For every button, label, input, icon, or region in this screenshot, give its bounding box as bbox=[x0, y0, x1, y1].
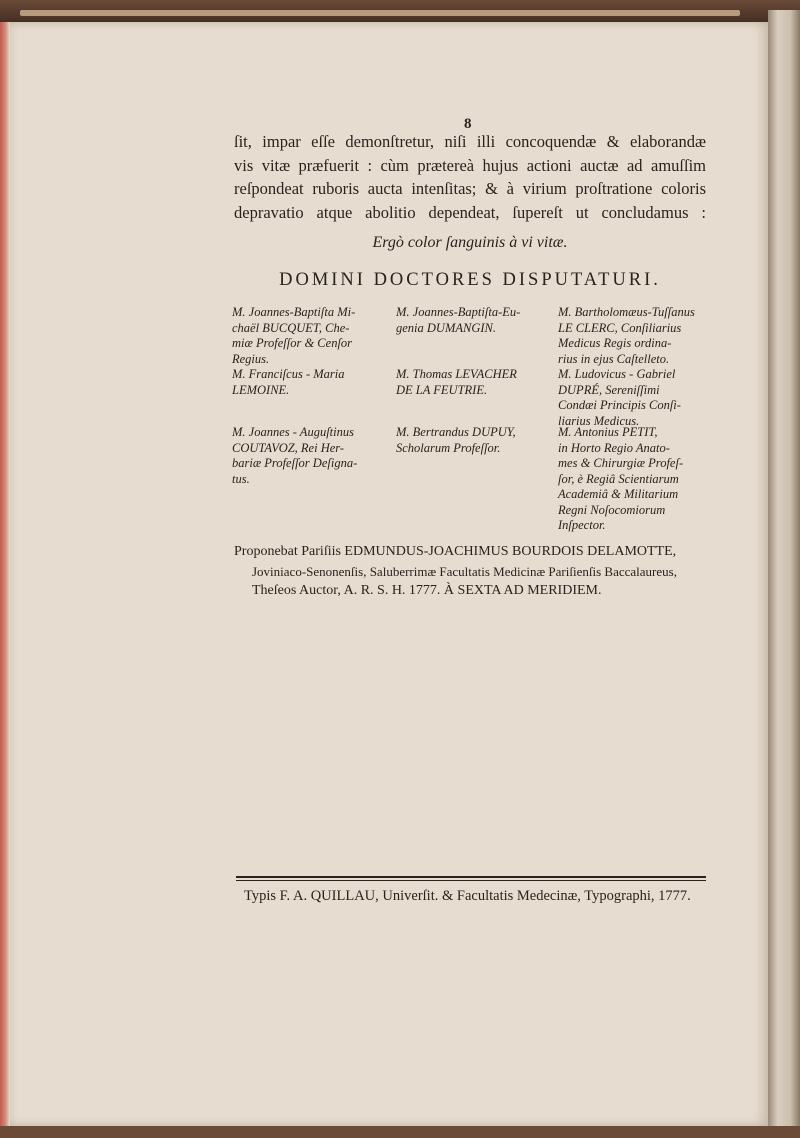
entry-line: M. Bertrandus DUPUY, bbox=[396, 425, 516, 439]
entry-line: M. Antonius PETIT, bbox=[558, 425, 658, 439]
entry-line: ſor, è Regiâ Scientiarum bbox=[558, 471, 679, 486]
entry-line: Medicus Regis ordina- bbox=[558, 336, 672, 350]
entry-line: chaël BUCQUET, Che- bbox=[232, 320, 350, 335]
entry-line: M. Franciſcus - Maria bbox=[232, 367, 345, 381]
doctor-entry bbox=[396, 305, 548, 367]
entry-line: DE LA FEUTRIE. bbox=[396, 382, 488, 397]
entry-line: bariæ Profeſſor Deſigna- bbox=[232, 456, 358, 470]
entry-line: M. Joannes-Baptiſta-Eu- bbox=[396, 305, 521, 319]
doctors-column-3 bbox=[558, 305, 708, 534]
proponebat-line: Theſeos Auctor, A. R. S. H. 1777. À SEXTA AD MERIDIEM. bbox=[252, 583, 602, 598]
entry-line: rius in ejus Caſtelleto. bbox=[558, 351, 670, 366]
entry-line: liarius Medicus. bbox=[558, 413, 640, 428]
paragraph-line: reſpondeat ruboris aucta intenſitas; & à virium proſtratione coloris bbox=[234, 179, 706, 198]
page-left-edge bbox=[0, 22, 10, 1126]
page-number: 8 bbox=[464, 116, 472, 132]
entry-line: Regni Noſocomiorum bbox=[558, 502, 666, 517]
entry-line: Scholarum Profeſſor. bbox=[396, 440, 501, 455]
entry-line: Condæi Principis Conſi- bbox=[558, 398, 681, 412]
entry-line: M. Thomas LEVACHER bbox=[396, 367, 517, 381]
proponebat-block bbox=[234, 542, 706, 601]
entry-line: LEMOINE. bbox=[232, 382, 290, 397]
entry-line: M. Bartholomæus-Tuſſanus bbox=[558, 305, 695, 319]
body-paragraph bbox=[234, 130, 706, 224]
entry-line: Inſpector. bbox=[558, 518, 606, 532]
doctor-entry bbox=[558, 305, 708, 367]
thesis-statement: Ergò color ſanguinis à vi vitæ. bbox=[372, 234, 568, 251]
proponebat-line: Joviniaco-Senonenſis, Saluberrimæ Facultatis Medicinæ Pariſienſis Baccalaureus, bbox=[252, 563, 677, 579]
entry-line: M. Joannes - Auguſtinus bbox=[232, 425, 354, 439]
doctors-column-2 bbox=[396, 305, 548, 456]
doctor-entry bbox=[558, 425, 708, 534]
footer-rule-thin bbox=[236, 880, 706, 881]
paragraph-line: depravatio atque abolitio dependeat, ſupereſt ut concludamus : bbox=[234, 202, 706, 222]
entry-line: mes & Chirurgiæ Profeſ- bbox=[558, 456, 684, 470]
doctor-entry bbox=[558, 367, 708, 428]
entry-line: miæ Profeſſor & Cenſor bbox=[232, 336, 353, 350]
doctor-entry bbox=[232, 305, 382, 367]
printer-imprint: Typis F. A. QUILLAU, Univerſit. & Facultatis Medecinæ, Typographi, 1777. bbox=[244, 888, 691, 904]
entry-line: M. Joannes-Baptiſta Mi- bbox=[232, 305, 356, 319]
paragraph-line: vis vitæ præfuerit : cùm prætereà hujus actioni auctæ ad amuſſim bbox=[234, 155, 706, 175]
footer-rule-thick bbox=[236, 876, 706, 878]
doctor-entry bbox=[396, 425, 548, 456]
entry-line: M. Ludovicus - Gabriel bbox=[558, 367, 676, 381]
book-bottom-edge bbox=[0, 1126, 800, 1138]
entry-line: in Horto Regio Anato- bbox=[558, 440, 670, 455]
doctors-column-1 bbox=[232, 305, 382, 487]
top-edge-rule bbox=[20, 10, 740, 16]
doctor-entry bbox=[396, 367, 548, 425]
section-heading: DOMINI DOCTORES DISPUTATURI. bbox=[279, 270, 661, 290]
entry-line: Academiâ & Militarium bbox=[558, 487, 679, 501]
entry-line: genia DUMANGIN. bbox=[396, 320, 496, 335]
doctor-entry bbox=[232, 425, 382, 487]
proponebat-line: Proponebat Pariſiis EDMUNDUS-JOACHIMUS BOURDOIS DELAMOTTE, bbox=[234, 544, 677, 559]
paragraph-line: ſit, impar eſſe demonſtretur, niſi illi concoquendæ & elaborandæ bbox=[234, 132, 706, 151]
entry-line: Regius. bbox=[232, 351, 270, 366]
entry-line: DUPRÉ, Sereniſſimi bbox=[558, 382, 660, 397]
entry-line: COUTAVOZ, Rei Her- bbox=[232, 440, 345, 455]
next-page-edge bbox=[768, 10, 800, 1138]
entry-line: tus. bbox=[232, 471, 250, 486]
entry-line: LE CLERC, Conſiliarius bbox=[558, 320, 682, 335]
doctor-entry bbox=[232, 367, 382, 425]
